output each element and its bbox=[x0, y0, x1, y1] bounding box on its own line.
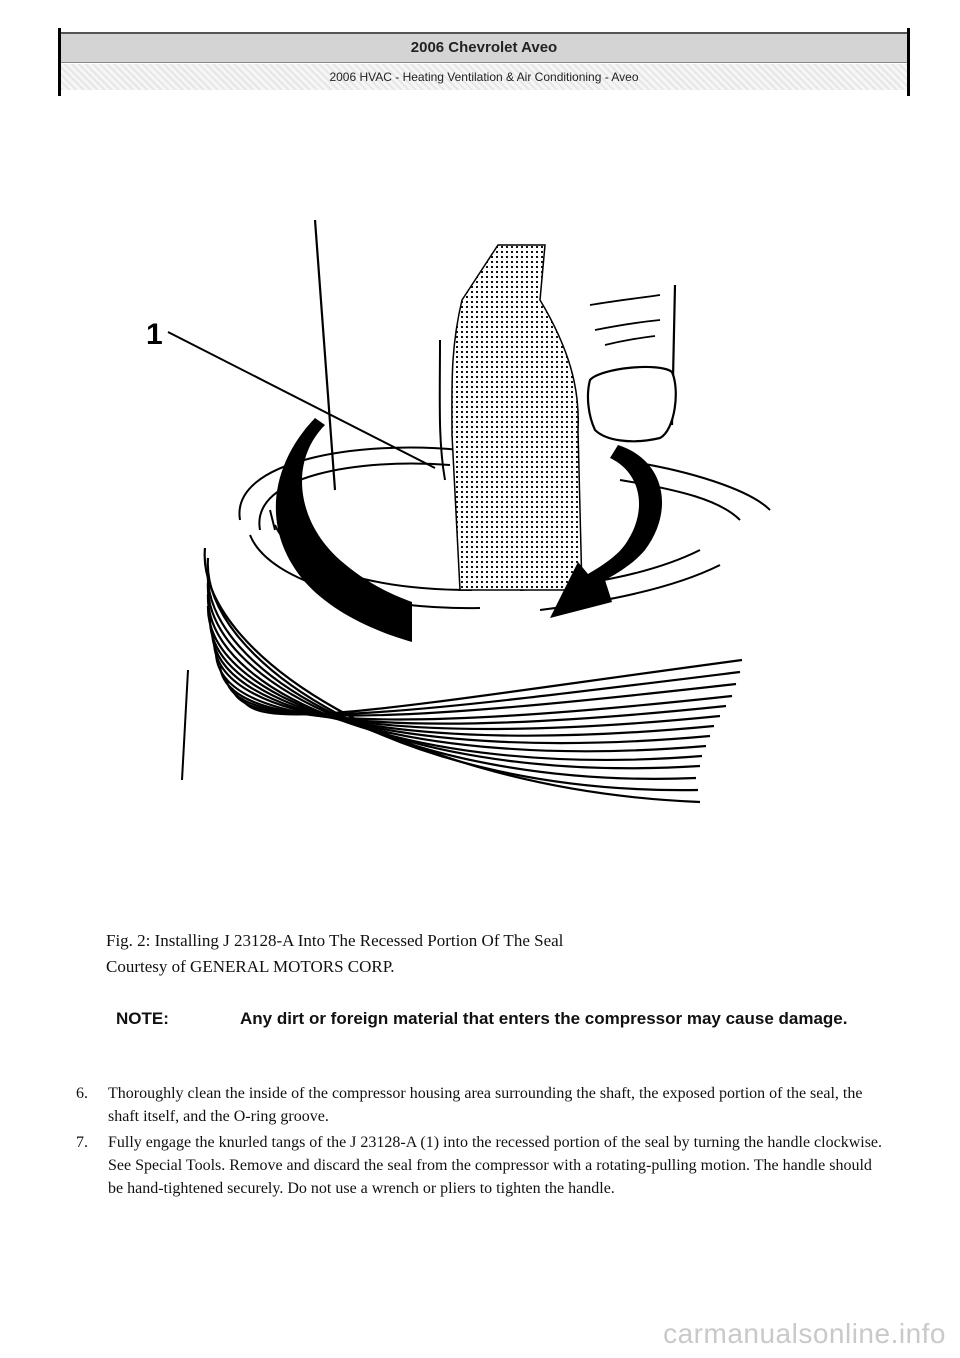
figure-caption bbox=[106, 928, 866, 980]
figure-caption-credit: Courtesy of GENERAL MOTORS CORP. bbox=[106, 957, 395, 976]
figure-caption-title: Fig. 2: Installing J 23128-A Into The Recessed Portion Of The Seal bbox=[106, 931, 564, 950]
document-subtitle: 2006 HVAC - Heating Ventilation & Air Conditioning - Aveo bbox=[61, 64, 907, 90]
seal-remover-illustration bbox=[100, 190, 880, 870]
note-text: Any dirt or foreign material that enters the compressor may cause damage. bbox=[240, 1009, 848, 1028]
step-number: 6. bbox=[76, 1085, 88, 1102]
note-label: NOTE: bbox=[116, 1009, 169, 1028]
document-title: 2006 Chevrolet Aveo bbox=[61, 32, 907, 63]
thumb bbox=[588, 367, 676, 441]
step-text: Fully engage the knurled tangs of the J 23128-A (1) into the recessed portion of the seal by turning the handle clockwise. See Special Tools. Remove and discard the seal from the compressor with a rotating-pulling motion. The handle should be hand-tightened securely. Do not use a wrench or pliers to tighten the handle. bbox=[108, 1134, 883, 1197]
tool-shaft bbox=[452, 245, 582, 590]
callout-label: 1 bbox=[146, 318, 163, 351]
procedure-step bbox=[76, 1082, 886, 1128]
procedure-step bbox=[76, 1131, 886, 1200]
document-header bbox=[58, 28, 910, 96]
procedure-steps bbox=[76, 1082, 886, 1203]
site-watermark: carmanualsonline.info bbox=[663, 1318, 946, 1349]
step-number: 7. bbox=[76, 1134, 88, 1151]
step-text: Thoroughly clean the inside of the compressor housing area surrounding the shaft, the exposed portion of the seal, the shaft itself, and the O-ring groove. bbox=[108, 1085, 863, 1125]
